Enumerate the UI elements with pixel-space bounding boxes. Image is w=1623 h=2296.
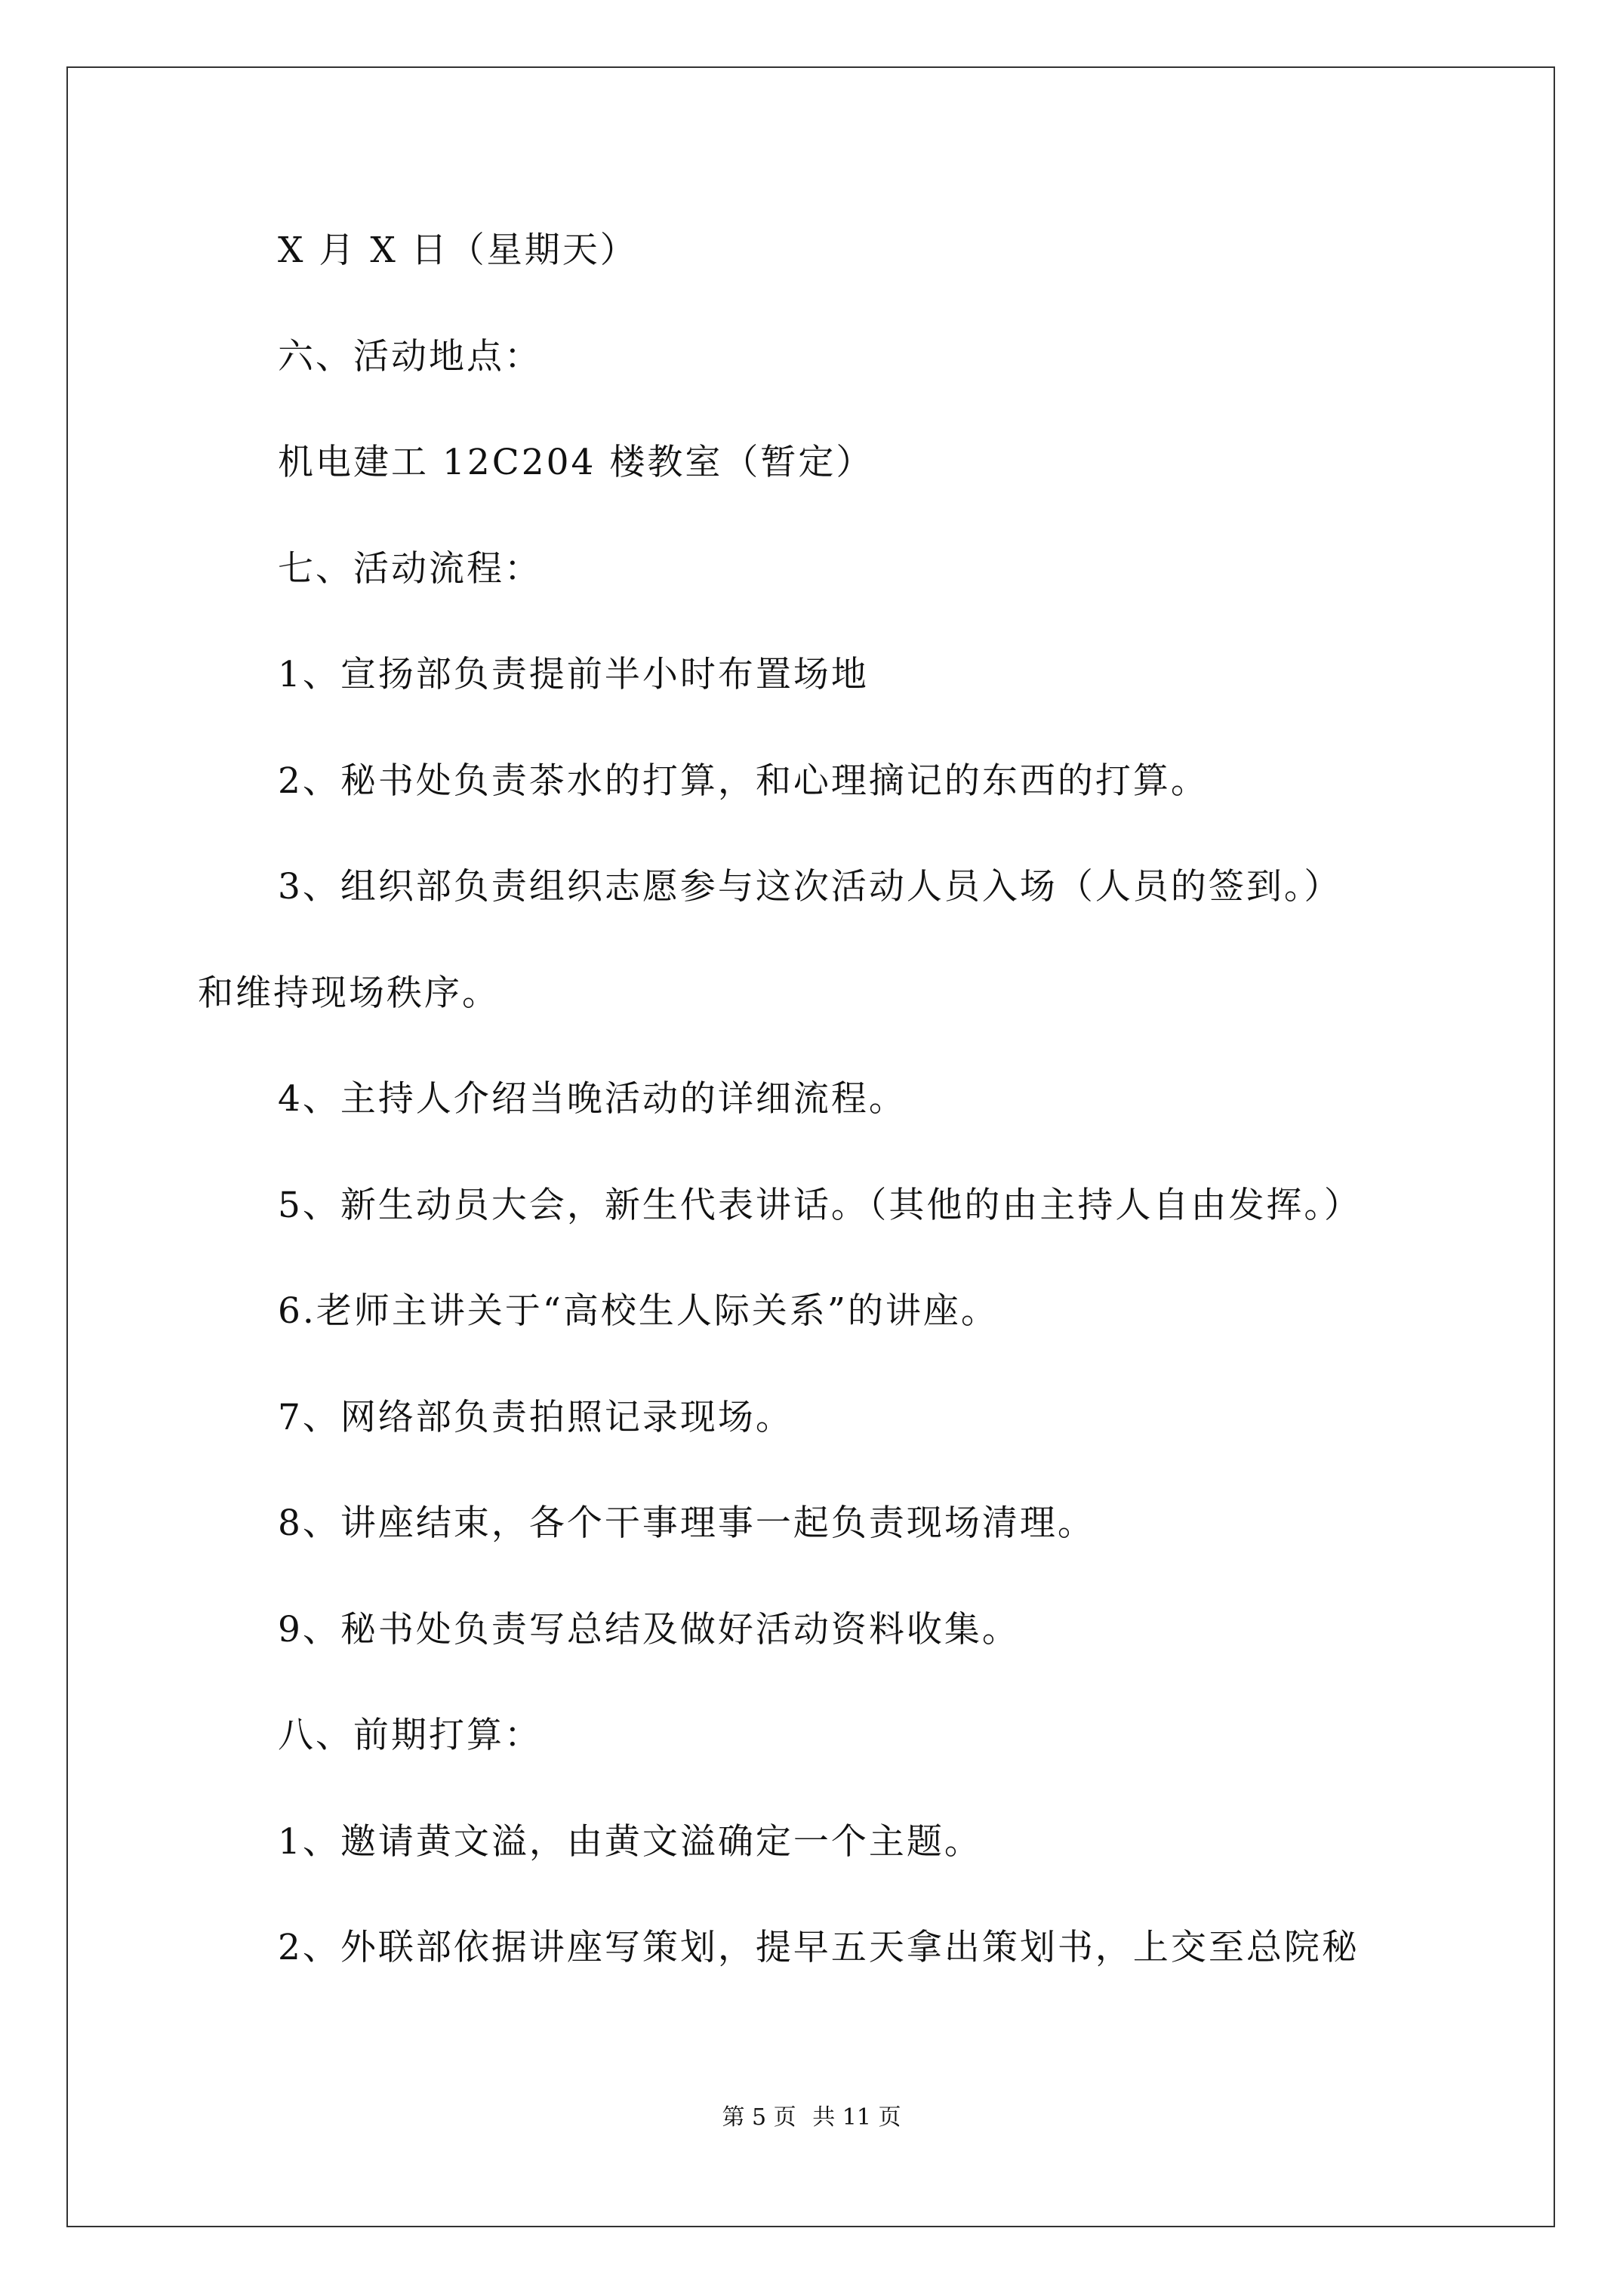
flow-item-4: 4、主持人介绍当晚活动的详细流程。 <box>278 1078 907 1120</box>
page-footer <box>0 2106 1623 2129</box>
venue-line: 机电建工 12C204 楼教室（暂定） <box>278 442 874 483</box>
flow-item-5: 5、新生动员大会，新生代表讲话。（其他的由主持人自由发挥。） <box>278 1185 1362 1226</box>
flow-item-1: 1、宣扬部负责提前半小时布置场地 <box>278 654 869 695</box>
prep-item-2: 2、外联部依据讲座写策划，提早五天拿出策划书，上交至总院秘 <box>278 1927 1360 1968</box>
section-six-heading: 六、活动地点： <box>278 336 542 378</box>
page-number: 第 5 页 <box>722 2104 796 2131</box>
prep-item-1: 1、邀请黄文溢，由黄文溢确定一个主题。 <box>278 1821 982 1863</box>
page-total: 共 11 页 <box>812 2104 901 2131</box>
flow-item-2: 2、秘书处负责茶水的打算，和心理摘记的东西的打算。 <box>278 760 1209 802</box>
page-border <box>66 66 1555 2227</box>
flow-item-9: 9、秘书处负责写总结及做好活动资料收集。 <box>278 1609 1020 1650</box>
flow-item-6: 6.老师主讲关于“高校生人际关系”的讲座。 <box>278 1290 999 1332</box>
flow-item-8: 8、讲座结束，各个干事理事一起负责现场清理。 <box>278 1502 1095 1544</box>
flow-item-3: 3、组织部负责组织志愿参与这次活动人员入场（人员的签到。） <box>278 866 1342 908</box>
flow-item-7: 7、网络部负责拍照记录现场。 <box>278 1397 793 1438</box>
section-eight-heading: 八、前期打算： <box>278 1715 542 1756</box>
section-seven-heading: 七、活动流程： <box>278 548 542 590</box>
flow-item-3-continued: 和维持现场秩序。 <box>198 972 500 1014</box>
date-line: X 月 X 日（星期天） <box>278 230 638 271</box>
